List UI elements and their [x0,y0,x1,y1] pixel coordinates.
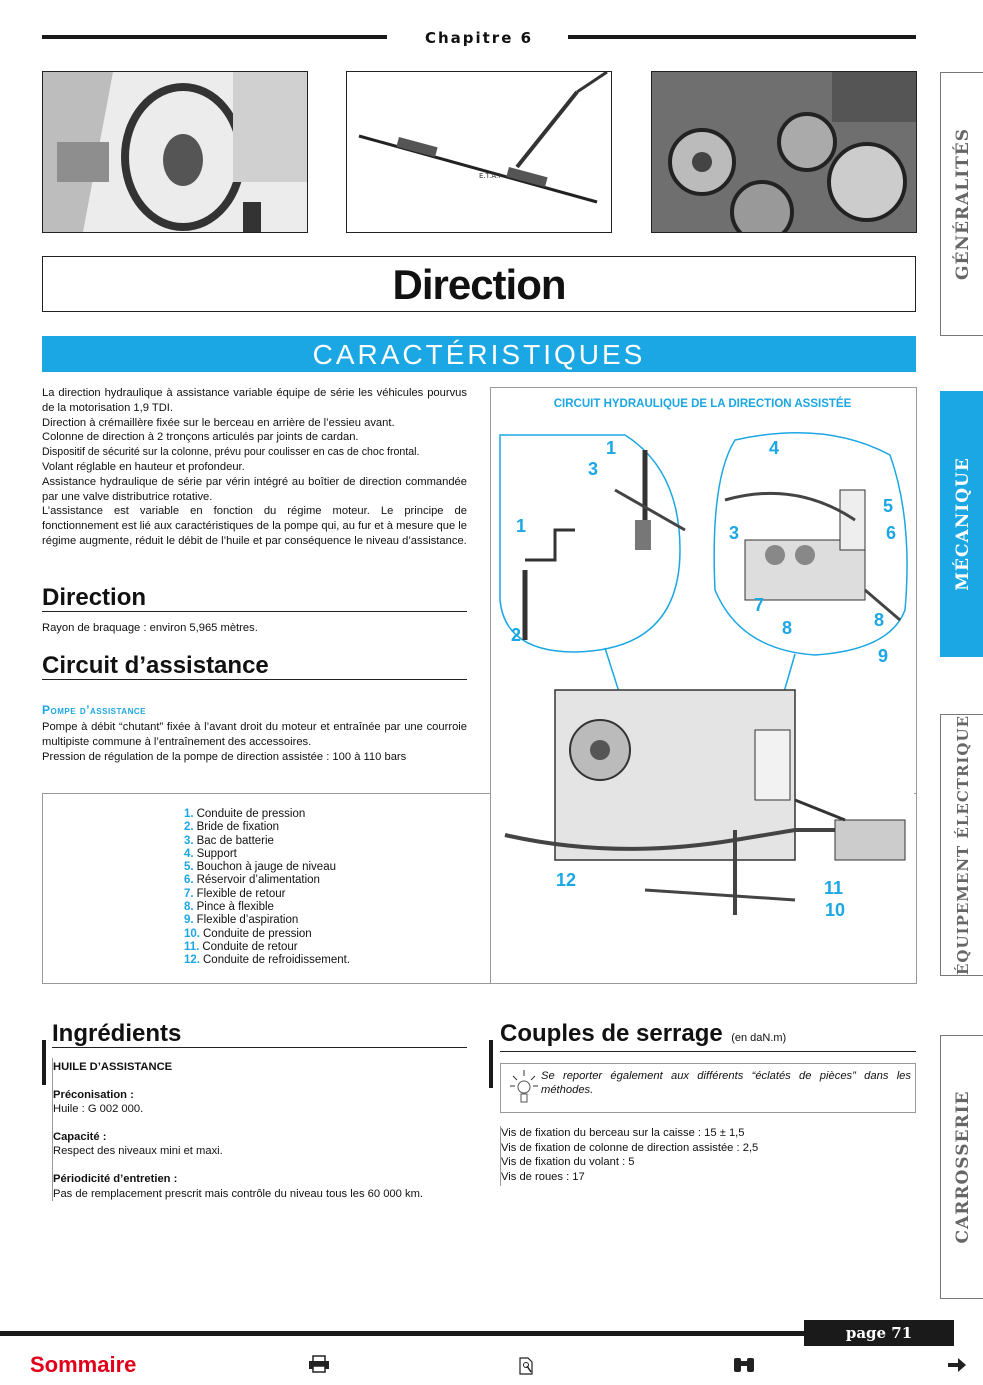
legend-item: 11. Conduite de retour [184,940,298,953]
direction-heading: Direction [42,585,467,612]
legend-item: 6. Réservoir d’alimentation [184,874,320,887]
figure-legend [184,808,350,968]
callout-8a: 8 [782,618,793,638]
callout-3b: 3 [729,523,740,543]
etai-tag: E.T.A.I [479,172,501,180]
legend-item: 2. Bride de fixation [184,821,280,834]
direction-text: Rayon de braquage : environ 5,965 mètres. [42,622,258,634]
page-title-box [42,256,916,312]
tab-generalites[interactable] [940,72,983,336]
hydraulic-diagram [495,420,913,930]
couples-list [500,1126,915,1186]
legend-item: 3. Bac de batterie [184,834,274,847]
tab-carrosserie[interactable] [940,1035,983,1299]
intro-line: Dispositif de sécurité sur la colonne, prévu pour coulisser en cas de choc frontal. [42,446,420,459]
callout-4: 4 [769,438,780,458]
legend-item: 1. Conduite de pression [184,808,306,820]
couples-bar [489,1040,493,1088]
photo-engine [651,71,917,233]
printer-icon[interactable] [308,1355,330,1373]
arrow-right-icon[interactable] [947,1356,967,1374]
intro-text [42,386,467,549]
intro-line: Assistance hydraulique de série par vérin intégré au boîtier de direction commandée par une valve distributrice rotative. [42,475,467,503]
tab-label: MÉCANIQUE [952,457,973,591]
intro-line: L’assistance est variable en fonction du régime moteur. Le principe de fonctionnement est lié aux caractéristiques de la pompe qui, au fur et à mesure que le régime augmente, réduit le débit de l’huile et par conséquence le niveau d’assistance. [42,505,467,547]
capa-label: Capacité : [53,1130,107,1143]
photo-steering-rack [346,71,612,233]
ingredients-heading: Ingrédients [52,1021,467,1048]
couples-heading-row [500,1021,916,1052]
callout-11: 11 [824,878,844,898]
couples-note: Se reporter également aux différents “éclatés de pièces” dans les méthodes. [541,1070,911,1096]
perio-label: Périodicité d’entretien : [53,1172,178,1185]
legend-item: 9. Flexible d’aspiration [184,914,299,927]
intro-line: Direction à crémaillère fixée sur le berceau en arrière de l’essieu avant. [42,416,395,429]
callout-6: 6 [886,523,897,543]
couples-note-box [500,1063,916,1113]
callout-1b: 1 [516,516,527,536]
tab-mecanique[interactable] [940,391,983,657]
legend-item: 12. Conduite de refroidissement. [184,954,351,967]
tab-label: ÉQUIPEMENT ÉLECTRIQUE [953,714,972,976]
footer-rule [0,1331,804,1336]
sommaire-link[interactable]: Sommaire [30,1352,137,1377]
callout-10: 10 [825,900,846,920]
header-rule-right [568,35,916,39]
callout-1a: 1 [606,438,617,458]
preco-value: Huile : G 002 000. [53,1103,144,1116]
page-number: page 71 [804,1320,954,1346]
couple-line: Vis de roues : 17 [501,1170,585,1183]
section-banner: CARACTÉRISTIQUES [42,336,916,372]
circuit-heading: Circuit d’assistance [42,653,467,680]
page-title: Direction [392,261,566,308]
intro-line: La direction hydraulique à assistance variable équipe de série les véhicules pourvus de la motorisation 1,9 TDI. [42,387,467,414]
lightbulb-icon [509,1068,539,1106]
perio-value: Pas de remplacement prescrit mais contrôle du niveau tous les 60 000 km. [53,1187,423,1200]
callout-7: 7 [754,595,765,615]
couples-heading: Couples de serrage [500,1020,723,1047]
couple-line: Vis de fixation du berceau sur la caisse : 15 ± 1,5 [501,1127,745,1139]
intro-line: Colonne de direction à 2 tronçons articulés par joints de cardan. [42,431,359,444]
legend-item: 4. Support [184,847,237,860]
product-name: HUILE D’ASSISTANCE [53,1061,173,1073]
legend-item: 5. Bouchon à jauge de niveau [184,861,336,874]
preco-label: Préconisation : [53,1088,134,1101]
circuit-line: Pression de régulation de la pompe de direction assistée : 100 à 110 bars [42,750,407,763]
ingredients-bar [42,1040,46,1085]
capa-value: Respect des niveaux mini et maxi. [53,1145,223,1158]
legend-item: 8. Pince à flexible [184,901,274,914]
callout-2: 2 [511,625,522,645]
binoculars-icon[interactable] [732,1356,756,1374]
callout-8b: 8 [874,610,885,630]
figure-title: CIRCUIT HYDRAULIQUE DE LA DIRECTION ASSISTÉE [553,398,852,410]
legend-item: 10. Conduite de pression [184,927,312,940]
document-icon[interactable] [518,1357,534,1375]
couples-unit: (en daN.m) [731,1032,787,1044]
ingredients-body [52,1058,473,1201]
chapter-label: Chapitre 6 [424,29,534,47]
tab-label: GÉNÉRALITÉS [952,127,973,281]
callout-3a: 3 [588,459,599,479]
circuit-text [42,720,467,764]
callout-9: 9 [878,646,889,666]
legend-item: 7. Flexible de retour [184,887,286,900]
tab-label: CARROSSERIE [952,1090,973,1244]
intro-line: Volant réglable en hauteur et profondeur. [42,460,245,473]
couple-line: Vis de fixation de colonne de direction assistée : 2,5 [501,1141,759,1154]
header-rule-left [42,35,387,39]
pompe-subheading: Pompe d’assistance [42,703,146,717]
callout-5: 5 [883,496,894,516]
tab-equipement-electrique[interactable] [940,714,983,976]
callout-12: 12 [556,870,577,890]
circuit-line: Pompe à débit “chutant” fixée à l’avant droit du moteur et entraînée par une courroie multipiste commune à l’entraînement des accessoires. [42,721,467,748]
couple-line: Vis de fixation du volant : 5 [501,1156,635,1169]
photo-steering-wheel [42,71,308,233]
